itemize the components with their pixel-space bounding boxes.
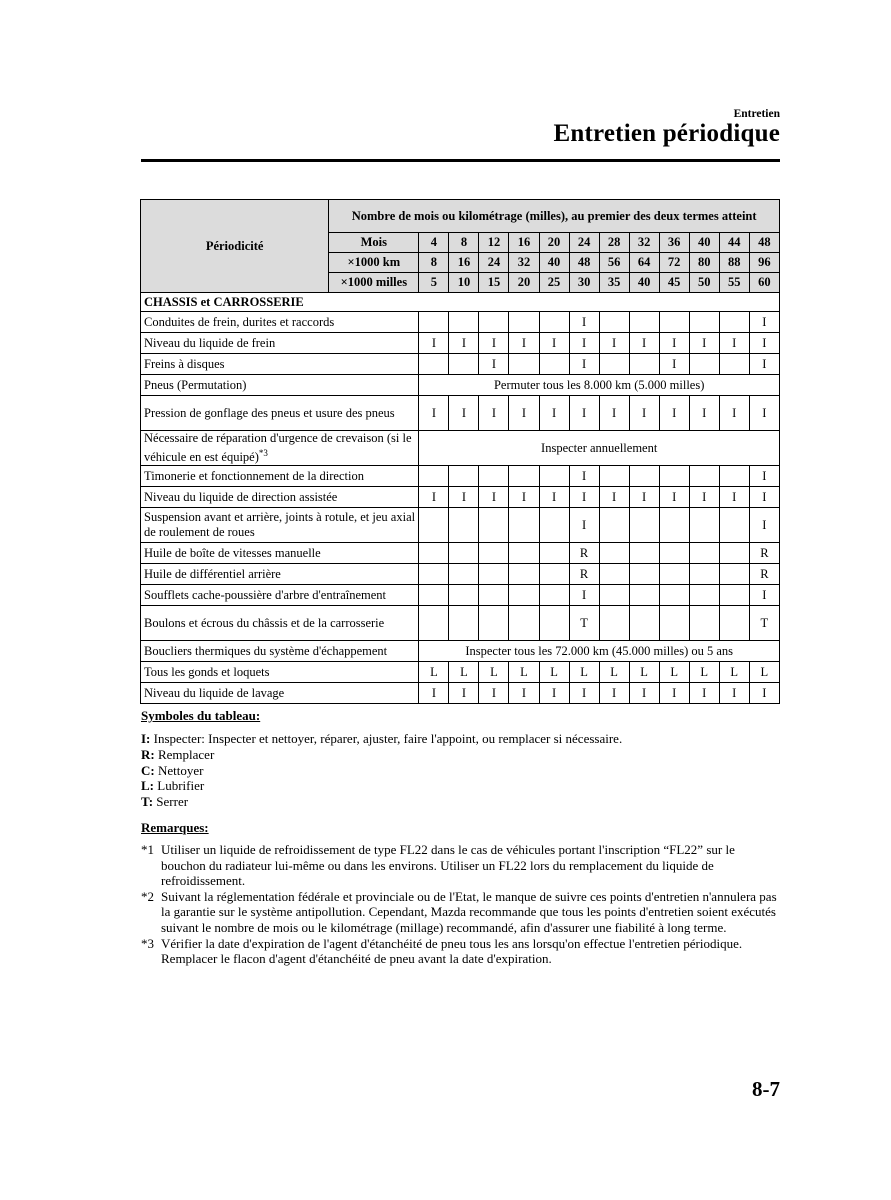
symbols-title: Symboles du tableau: xyxy=(141,708,261,723)
schedule-cell: I xyxy=(719,683,749,704)
interval-value: 35 xyxy=(599,273,629,293)
schedule-cell: I xyxy=(569,487,599,508)
interval-value: 40 xyxy=(539,253,569,273)
schedule-cell: I xyxy=(569,585,599,606)
interval-value: 88 xyxy=(719,253,749,273)
schedule-cell: L xyxy=(479,662,509,683)
schedule-cell xyxy=(719,508,749,543)
interval-value: 36 xyxy=(659,233,689,253)
interval-value: 5 xyxy=(419,273,449,293)
interval-value: 24 xyxy=(479,253,509,273)
schedule-cell: L xyxy=(749,662,779,683)
item-label xyxy=(141,487,419,508)
schedule-cell xyxy=(719,354,749,375)
interval-value: 44 xyxy=(719,233,749,253)
schedule-cell: I xyxy=(449,396,479,431)
schedule-cell xyxy=(479,312,509,333)
schedule-cell: I xyxy=(509,396,539,431)
schedule-cell: I xyxy=(569,333,599,354)
interval-value: 55 xyxy=(719,273,749,293)
item-label-text: Nécessaire de réparation d'urgence de crevaison (si le véhicule en est équipé) xyxy=(144,431,412,465)
item-label xyxy=(141,641,419,662)
schedule-cell: L xyxy=(659,662,689,683)
schedule-cell xyxy=(629,564,659,585)
schedule-cell: I xyxy=(749,396,779,431)
schedule-cell xyxy=(509,312,539,333)
item-label xyxy=(141,508,419,543)
item-label-text: Niveau du liquide de frein xyxy=(144,335,276,350)
schedule-cell xyxy=(449,585,479,606)
interval-unit-label: ×1000 milles xyxy=(329,273,419,293)
schedule-cell xyxy=(539,564,569,585)
item-label-text: Timonerie et fonctionnement de la direction xyxy=(144,468,364,483)
remark-item xyxy=(141,889,781,936)
interval-value: 8 xyxy=(419,253,449,273)
schedule-cell: I xyxy=(659,354,689,375)
interval-unit-label: ×1000 km xyxy=(329,253,419,273)
schedule-cell: I xyxy=(539,487,569,508)
schedule-cell: I xyxy=(449,333,479,354)
item-label xyxy=(141,333,419,354)
schedule-cell: I xyxy=(659,333,689,354)
schedule-cell: I xyxy=(749,585,779,606)
interval-value: 32 xyxy=(509,253,539,273)
schedule-cell xyxy=(689,508,719,543)
schedule-cell xyxy=(509,606,539,641)
schedule-cell xyxy=(599,564,629,585)
schedule-cell xyxy=(479,585,509,606)
table-row xyxy=(141,487,780,508)
schedule-cell: I xyxy=(719,333,749,354)
schedule-cell: I xyxy=(689,333,719,354)
table-row xyxy=(141,564,780,585)
interval-value: 30 xyxy=(569,273,599,293)
item-label-text: Conduites de frein, durites et raccords xyxy=(144,314,335,329)
schedule-cell xyxy=(659,543,689,564)
table-row xyxy=(141,508,780,543)
schedule-cell xyxy=(479,543,509,564)
schedule-cell: I xyxy=(689,396,719,431)
interval-value: 28 xyxy=(599,233,629,253)
symbol-desc: Lubrifier xyxy=(154,778,205,794)
item-label-text: Freins à disques xyxy=(144,356,225,371)
interval-value: 4 xyxy=(419,233,449,253)
schedule-cell xyxy=(419,508,449,543)
page-title: Entretien périodique xyxy=(553,120,780,147)
schedule-cell xyxy=(689,354,719,375)
schedule-cell xyxy=(539,466,569,487)
symbol-key: L: xyxy=(141,778,154,794)
schedule-cell xyxy=(659,466,689,487)
schedule-cell xyxy=(419,606,449,641)
title-rule xyxy=(141,159,780,162)
symbol-item xyxy=(141,747,622,763)
schedule-cell: R xyxy=(749,543,779,564)
schedule-cell xyxy=(539,312,569,333)
schedule-cell: R xyxy=(569,543,599,564)
interval-value: 25 xyxy=(539,273,569,293)
schedule-cell xyxy=(599,466,629,487)
item-label-text: Soufflets cache-poussière d'arbre d'entraînement xyxy=(144,587,387,602)
schedule-cell xyxy=(509,466,539,487)
schedule-cell: I xyxy=(599,487,629,508)
table-row xyxy=(141,431,780,466)
schedule-cell: I xyxy=(629,487,659,508)
schedule-cell xyxy=(479,606,509,641)
remark-text: Vérifier la date d'expiration de l'agent d'étanchéité de pneu tous les ans lorsqu'on effectue l'entretien périodique. Remplacer le flacon d'agent d'étanchéité de pneu avant la date d'expiration. xyxy=(161,935,743,967)
schedule-cell: I xyxy=(749,683,779,704)
schedule-cell: I xyxy=(509,487,539,508)
schedule-cell xyxy=(659,564,689,585)
schedule-cell xyxy=(629,466,659,487)
table-row xyxy=(141,543,780,564)
interval-value: 12 xyxy=(479,233,509,253)
schedule-cell: I xyxy=(689,487,719,508)
interval-note: Inspecter annuellement xyxy=(419,431,780,466)
schedule-cell: I xyxy=(419,333,449,354)
table-row xyxy=(141,585,780,606)
table-row xyxy=(141,662,780,683)
item-label-text: Niveau du liquide de direction assistée xyxy=(144,489,338,504)
schedule-cell: I xyxy=(509,333,539,354)
schedule-cell: L xyxy=(689,662,719,683)
schedule-cell: I xyxy=(419,683,449,704)
schedule-cell xyxy=(509,354,539,375)
interval-note: Permuter tous les 8.000 km (5.000 milles) xyxy=(419,375,780,396)
schedule-cell: L xyxy=(599,662,629,683)
schedule-cell: L xyxy=(539,662,569,683)
remark-marker: *1 xyxy=(141,842,154,857)
table-row xyxy=(141,312,780,333)
schedule-cell: I xyxy=(749,354,779,375)
schedule-cell: I xyxy=(629,396,659,431)
schedule-cell: I xyxy=(479,487,509,508)
schedule-cell xyxy=(629,543,659,564)
remark-marker: *2 xyxy=(141,888,154,904)
interval-value: 45 xyxy=(659,273,689,293)
schedule-cell xyxy=(719,543,749,564)
schedule-cell xyxy=(599,585,629,606)
schedule-cell xyxy=(659,585,689,606)
item-label-text: Tous les gonds et loquets xyxy=(144,664,270,679)
remark-text: Utiliser un liquide de refroidissement de type FL22 dans le cas de véhicules portant l'inscription “FL22” sur le bouchon du radiateur lui-même ou dans les environs. Utiliser un FL22 lors du remplacement du liquide de refroidissement. xyxy=(161,842,735,889)
interval-note: Inspecter tous les 72.000 km (45.000 milles) ou 5 ans xyxy=(419,641,780,662)
schedule-cell xyxy=(599,312,629,333)
schedule-cell: I xyxy=(599,396,629,431)
interval-value: 40 xyxy=(689,233,719,253)
schedule-cell: T xyxy=(569,606,599,641)
interval-value: 15 xyxy=(479,273,509,293)
schedule-cell: I xyxy=(479,354,509,375)
page-number: 8-7 xyxy=(752,1077,780,1101)
schedule-cell: I xyxy=(659,396,689,431)
item-label xyxy=(141,585,419,606)
schedule-cell xyxy=(659,312,689,333)
schedule-cell xyxy=(629,312,659,333)
symbol-key: T: xyxy=(141,794,154,810)
schedule-cell: I xyxy=(569,466,599,487)
schedule-cell xyxy=(689,312,719,333)
interval-header: Nombre de mois ou kilométrage (milles), au premier des deux termes atteint xyxy=(329,200,780,233)
schedule-cell xyxy=(659,508,689,543)
schedule-cell: I xyxy=(419,396,449,431)
interval-unit-label: Mois xyxy=(329,233,419,253)
schedule-cell: I xyxy=(419,487,449,508)
interval-value: 72 xyxy=(659,253,689,273)
section-heading: CHASSIS et CARROSSERIE xyxy=(141,293,780,312)
item-label-text: Boucliers thermiques du système d'échappement xyxy=(144,643,388,658)
remark-text: Suivant la réglementation fédérale et provinciale ou de l'Etat, le manque de suivre ces points d'entretien n'annulera pas la garantie sur le système antipollution. Cependant, Mazda recommande que tous les points d'entretien soient exécutés suivant le nombre de mois ou le kilométrage (millage) recommandé, afin d'assurer une fiabilité à long terme. xyxy=(161,888,777,935)
item-label xyxy=(141,375,419,396)
schedule-cell: T xyxy=(749,606,779,641)
symbol-desc: Remplacer xyxy=(154,746,215,762)
remarks-list xyxy=(141,842,781,967)
schedule-cell xyxy=(539,585,569,606)
schedule-cell: I xyxy=(479,683,509,704)
schedule-cell: I xyxy=(449,487,479,508)
table-row xyxy=(141,396,780,431)
table-row xyxy=(141,466,780,487)
schedule-cell xyxy=(449,508,479,543)
symbol-desc: Inspecter: Inspecter et nettoyer, réparer, ajuster, faire l'appoint, ou remplacer si nécessaire. xyxy=(150,731,623,746)
schedule-cell xyxy=(719,585,749,606)
schedule-cell xyxy=(509,564,539,585)
item-label-text: Pression de gonflage des pneus et usure des pneus xyxy=(144,405,395,420)
item-label xyxy=(141,683,419,704)
schedule-cell xyxy=(419,354,449,375)
interval-value: 16 xyxy=(509,233,539,253)
remark-item xyxy=(141,936,781,967)
interval-value: 8 xyxy=(449,233,479,253)
interval-value: 16 xyxy=(449,253,479,273)
interval-value: 96 xyxy=(749,253,779,273)
schedule-cell xyxy=(599,354,629,375)
schedule-cell: I xyxy=(569,354,599,375)
item-label-text: Suspension avant et arrière, joints à rotule, et jeu axial de roulement de roues xyxy=(144,510,416,540)
interval-value: 20 xyxy=(509,273,539,293)
schedule-cell: I xyxy=(569,312,599,333)
schedule-cell: I xyxy=(749,487,779,508)
schedule-cell xyxy=(599,543,629,564)
schedule-cell xyxy=(539,606,569,641)
interval-value: 48 xyxy=(569,253,599,273)
schedule-cell: L xyxy=(509,662,539,683)
schedule-cell xyxy=(629,508,659,543)
schedule-cell: I xyxy=(749,508,779,543)
schedule-cell xyxy=(509,508,539,543)
item-label-text: Huile de différentiel arrière xyxy=(144,566,281,581)
schedule-cell: I xyxy=(659,487,689,508)
schedule-cell: L xyxy=(449,662,479,683)
schedule-cell xyxy=(479,508,509,543)
schedule-cell: L xyxy=(419,662,449,683)
schedule-cell xyxy=(719,564,749,585)
schedule-cell: I xyxy=(749,333,779,354)
schedule-cell: I xyxy=(569,508,599,543)
schedule-cell xyxy=(599,508,629,543)
schedule-cell xyxy=(419,585,449,606)
remarks-title: Remarques: xyxy=(141,820,209,835)
symbols-list xyxy=(141,731,622,810)
interval-value: 80 xyxy=(689,253,719,273)
item-label-text: Boulons et écrous du châssis et de la carrosserie xyxy=(144,615,385,630)
table-row xyxy=(141,354,780,375)
interval-value: 10 xyxy=(449,273,479,293)
schedule-cell: L xyxy=(629,662,659,683)
interval-value: 24 xyxy=(569,233,599,253)
table-row xyxy=(141,333,780,354)
symbol-item xyxy=(141,731,622,747)
schedule-cell: L xyxy=(569,662,599,683)
schedule-cell: I xyxy=(749,466,779,487)
schedule-cell xyxy=(539,354,569,375)
interval-value: 56 xyxy=(599,253,629,273)
schedule-cell xyxy=(449,466,479,487)
item-label xyxy=(141,662,419,683)
schedule-cell xyxy=(479,466,509,487)
item-label xyxy=(141,396,419,431)
schedule-cell xyxy=(689,564,719,585)
symbol-item xyxy=(141,794,622,810)
interval-value: 32 xyxy=(629,233,659,253)
schedule-cell: I xyxy=(479,396,509,431)
symbol-key: C: xyxy=(141,762,155,778)
schedule-cell xyxy=(449,354,479,375)
schedule-cell: I xyxy=(749,312,779,333)
schedule-cell: I xyxy=(599,683,629,704)
item-label xyxy=(141,606,419,641)
table-row xyxy=(141,641,780,662)
interval-value: 20 xyxy=(539,233,569,253)
interval-value: 40 xyxy=(629,273,659,293)
schedule-cell xyxy=(539,508,569,543)
table-row xyxy=(141,375,780,396)
schedule-cell xyxy=(599,606,629,641)
schedule-cell xyxy=(659,606,689,641)
item-label-text: Huile de boîte de vitesses manuelle xyxy=(144,545,321,560)
schedule-cell xyxy=(689,466,719,487)
schedule-cell: I xyxy=(599,333,629,354)
item-label-text: Niveau du liquide de lavage xyxy=(144,685,285,700)
schedule-cell xyxy=(419,543,449,564)
footnote-ref: *3 xyxy=(258,448,268,458)
schedule-cell xyxy=(509,543,539,564)
schedule-cell: R xyxy=(749,564,779,585)
schedule-cell: I xyxy=(449,683,479,704)
schedule-cell xyxy=(629,585,659,606)
schedule-cell xyxy=(689,606,719,641)
schedule-cell: I xyxy=(569,683,599,704)
interval-value: 60 xyxy=(749,273,779,293)
schedule-cell xyxy=(509,585,539,606)
schedule-cell: I xyxy=(539,683,569,704)
schedule-cell xyxy=(419,466,449,487)
schedule-cell: I xyxy=(629,683,659,704)
maintenance-schedule-table xyxy=(140,199,780,704)
symbol-item xyxy=(141,763,622,779)
schedule-cell xyxy=(629,606,659,641)
remark-marker: *3 xyxy=(141,935,154,951)
symbol-desc: Nettoyer xyxy=(154,762,204,778)
interval-value: 64 xyxy=(629,253,659,273)
symbol-key: R: xyxy=(141,746,155,762)
interval-value: 50 xyxy=(689,273,719,293)
item-label-text: Pneus (Permutation) xyxy=(144,377,247,392)
schedule-cell xyxy=(419,312,449,333)
symbol-key: I: xyxy=(141,731,151,746)
schedule-cell: I xyxy=(479,333,509,354)
schedule-cell xyxy=(719,466,749,487)
item-label xyxy=(141,431,419,466)
schedule-cell xyxy=(719,312,749,333)
schedule-cell: R xyxy=(569,564,599,585)
schedule-cell xyxy=(719,606,749,641)
schedule-cell xyxy=(449,312,479,333)
item-label xyxy=(141,354,419,375)
schedule-cell xyxy=(449,606,479,641)
schedule-cell xyxy=(539,543,569,564)
item-label xyxy=(141,543,419,564)
table-row xyxy=(141,606,780,641)
remark-item xyxy=(141,842,781,889)
schedule-cell: I xyxy=(659,683,689,704)
schedule-cell xyxy=(419,564,449,585)
schedule-cell xyxy=(689,543,719,564)
symbol-item xyxy=(141,778,622,794)
schedule-cell: I xyxy=(719,487,749,508)
item-label xyxy=(141,312,419,333)
item-label xyxy=(141,564,419,585)
schedule-cell xyxy=(449,564,479,585)
schedule-cell: I xyxy=(539,396,569,431)
schedule-cell: I xyxy=(629,333,659,354)
schedule-cell: L xyxy=(719,662,749,683)
schedule-cell: I xyxy=(539,333,569,354)
schedule-cell: I xyxy=(509,683,539,704)
interval-value: 48 xyxy=(749,233,779,253)
item-label xyxy=(141,466,419,487)
schedule-cell xyxy=(629,354,659,375)
schedule-cell: I xyxy=(569,396,599,431)
schedule-cell xyxy=(449,543,479,564)
table-row xyxy=(141,683,780,704)
section-label: Entretien xyxy=(733,108,780,120)
schedule-cell: I xyxy=(689,683,719,704)
schedule-cell: I xyxy=(719,396,749,431)
symbol-desc: Serrer xyxy=(153,794,189,810)
schedule-cell xyxy=(689,585,719,606)
schedule-cell xyxy=(479,564,509,585)
periodicity-header: Périodicité xyxy=(141,200,329,293)
